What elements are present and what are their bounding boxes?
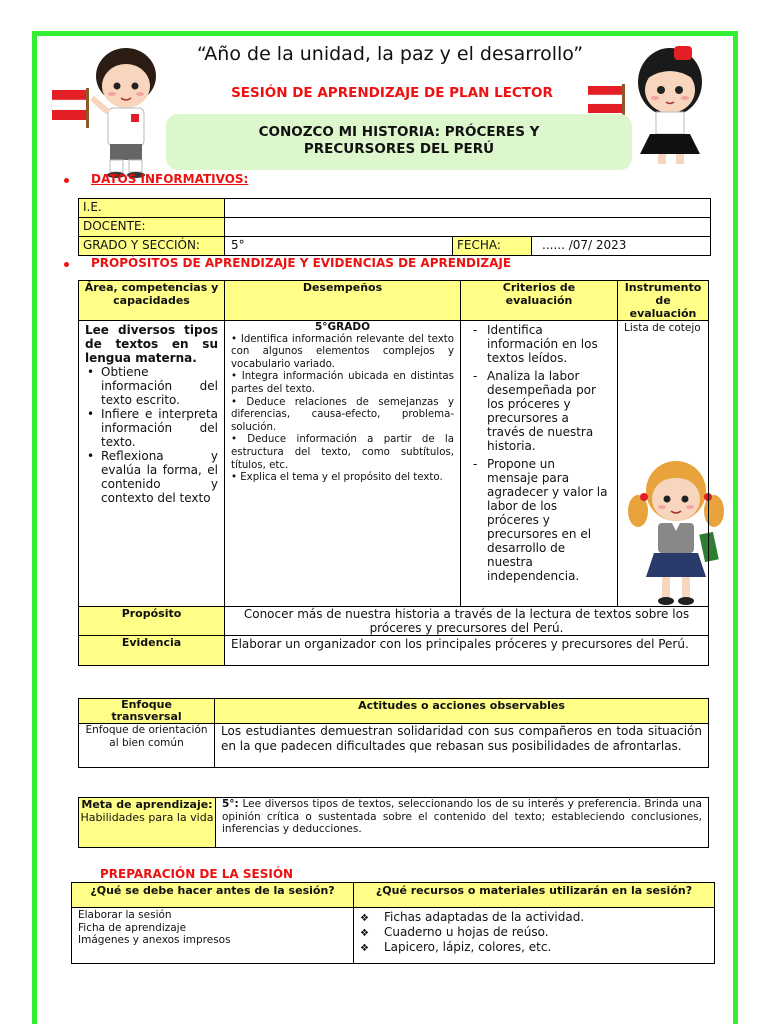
- header-instrumento: Instrumento de evaluación: [618, 281, 709, 321]
- criterio-item: - Analiza la labor desempeñada por los próceres y precursores a través de nuestra historia.: [473, 369, 609, 453]
- meta-grade: 5°:: [222, 798, 239, 810]
- actitudes-header: Actitudes o acciones observables: [215, 699, 709, 724]
- recurso-item: ❖ Fichas adaptadas de la actividad.: [354, 910, 714, 925]
- antes-item: Imágenes y anexos impresos: [78, 934, 231, 946]
- topic-box: [166, 114, 632, 170]
- desempeno-item: • Explica el tema y el propósito del texto.: [231, 472, 443, 484]
- propositos-table: [78, 280, 709, 666]
- enfoque-text: Los estudiantes demuestran solidaridad con sus compañeros en toda situación en la que padecen dificultades que rebasan sus posibilidades de afrontarlas.: [215, 724, 709, 768]
- antes-header: ¿Qué se debe hacer antes de la sesión?: [72, 883, 354, 908]
- meta-sub: Habilidades para la vida: [80, 810, 214, 824]
- meta-label: Meta de aprendizaje:: [81, 798, 213, 811]
- desempenos-cell: [225, 321, 461, 607]
- capacidad-item: • Reflexiona y evalúa la forma, el contenido y contexto del texto: [87, 449, 218, 505]
- fecha-value: ...... /07/ 2023: [532, 237, 711, 256]
- desempeno-item: • Identifica información relevante del texto con algunos elementos complejos y vocabulario variado.: [231, 333, 454, 370]
- meta-text-cell: [216, 798, 709, 848]
- datos-heading: DATOS INFORMATIVOS:: [91, 172, 249, 186]
- competencia-text: Lee diversos tipos de textos en su lengua materna.: [85, 323, 218, 365]
- instrumento-cell: Lista de cotejo: [618, 321, 709, 607]
- grado-label: GRADO Y SECCIÓN:: [79, 237, 225, 256]
- propositos-heading: PROPÓSITOS DE APRENDIZAJE Y EVIDENCIAS DE APRENDIZAJE: [91, 256, 512, 270]
- evidencia-label: Evidencia: [79, 636, 225, 666]
- docente-value: [225, 218, 711, 237]
- criterio-item: - Identifica información en los textos leídos.: [473, 323, 609, 365]
- antes-cell: [72, 908, 354, 964]
- capacidad-item: • Obtiene información del texto escrito.: [87, 365, 218, 407]
- capacidades-list: [85, 365, 218, 505]
- recursos-list: [354, 910, 714, 955]
- datos-table: [78, 198, 711, 256]
- antes-item: Ficha de aprendizaje: [78, 921, 187, 934]
- enfoque-name: Enfoque de orientación al bien común: [79, 724, 215, 768]
- bullet-propositos: [64, 262, 69, 267]
- year-motto: “Año de la unidad, la paz y el desarrollo”: [196, 43, 584, 65]
- proposito-label: Propósito: [79, 607, 225, 636]
- evidencia-text: Elaborar un organizador con los principales próceres y precursores del Perú.: [225, 636, 709, 666]
- enfoque-table: [78, 698, 709, 768]
- recursos-cell: [354, 908, 715, 964]
- ie-label: I.E.: [79, 199, 225, 218]
- preparacion-heading: PREPARACIÓN DE LA SESIÓN: [100, 867, 294, 881]
- topic-line-2: PRECURSORES DEL PERÚ: [303, 141, 495, 157]
- bullet-datos: [64, 178, 69, 183]
- preparacion-table: [71, 882, 715, 964]
- antes-item: Elaborar la sesión: [78, 909, 172, 921]
- recurso-item: ❖ Lapicero, lápiz, colores, etc.: [354, 940, 714, 955]
- recurso-item: ❖ Cuaderno u hojas de reúso.: [354, 925, 714, 940]
- ie-value: [225, 199, 711, 218]
- docente-label: DOCENTE:: [79, 218, 225, 237]
- header-criterios: Criterios de evaluación: [461, 281, 618, 321]
- desempeno-item: • Deduce información a partir de la estructura del texto, como subtítulos, títulos, etc.: [231, 434, 454, 471]
- criterios-list: [473, 323, 609, 583]
- fecha-label: FECHA:: [453, 237, 532, 256]
- recursos-header: ¿Qué recursos o materiales utilizarán en la sesión?: [354, 883, 715, 908]
- desempeno-item: • Deduce relaciones de semejanzas y diferencias, causa-efecto, problema-solución.: [231, 396, 454, 433]
- header-desempenos: Desempeños: [225, 281, 461, 321]
- competencia-cell: [79, 321, 225, 607]
- proposito-text: Conocer más de nuestra historia a través de la lectura de textos sobre los próceres y precursores del Perú.: [225, 607, 709, 636]
- criterios-cell: [461, 321, 618, 607]
- session-title: SESIÓN DE APRENDIZAJE DE PLAN LECTOR: [231, 85, 553, 101]
- enfoque-header: Enfoque transversal: [79, 699, 215, 724]
- criterio-item: - Propone un mensaje para agradecer y valor la labor de los próceres y precursores en el desarrollo de nuestra independencia.: [473, 457, 609, 583]
- meta-text: Lee diversos tipos de textos, seleccionando los de su interés y preferencia. Brinda una opinión crítica o sustentada sobre el contenido del texto; estableciendo conclusiones, inferencias y deducciones.: [222, 798, 702, 835]
- grado-value: 5°: [225, 237, 453, 256]
- capacidad-item: • Infiere e interpreta información del texto.: [87, 407, 218, 449]
- meta-table: [78, 797, 709, 848]
- meta-cell: [79, 798, 216, 848]
- topic-line-1: CONOZCO MI HISTORIA: PRÓCERES Y: [258, 124, 540, 140]
- desempeno-item: • Integra información ubicada en distintas partes del texto.: [231, 371, 454, 395]
- grado-label: 5°GRADO: [314, 321, 371, 333]
- header-area: Área, competencias y capacidades: [79, 281, 225, 321]
